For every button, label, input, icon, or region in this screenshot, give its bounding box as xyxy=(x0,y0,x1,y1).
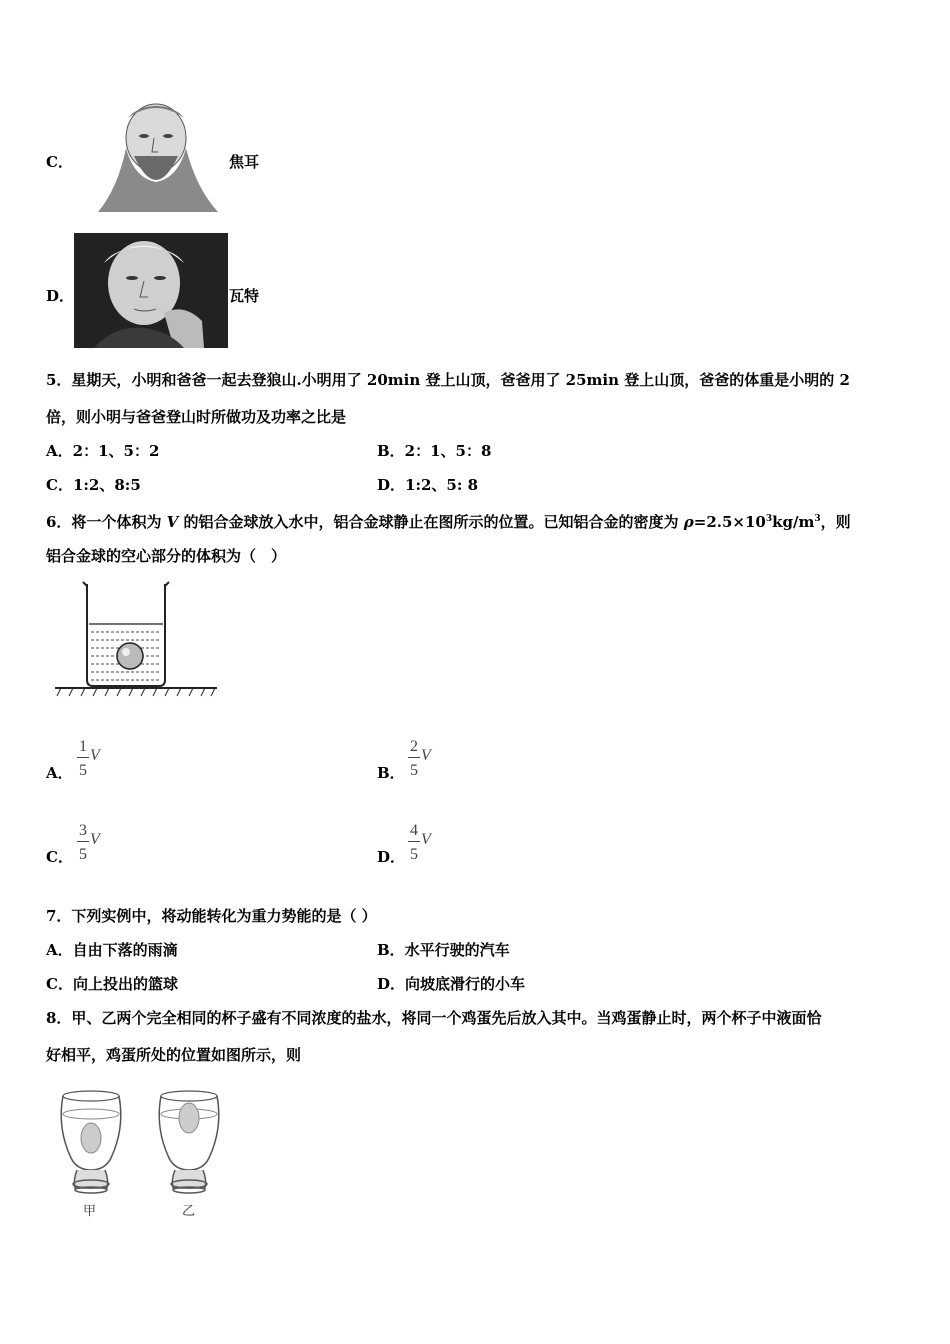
watt-portrait xyxy=(74,233,228,348)
q6-option-d-label: D． xyxy=(377,848,406,866)
q6-option-d-fraction: 4 5 V xyxy=(410,822,431,863)
q5-stem-line2: 倍，则小明与爸爸登山时所做功及功率之比是 xyxy=(46,408,347,426)
option-c-label: C． xyxy=(46,153,73,171)
option-d-label: D． xyxy=(46,287,75,305)
q7-option-d: D．向坡底滑行的小车 xyxy=(377,975,526,993)
q6-stem-line1: 6．将一个体积为 V 的铝合金球放入水中，铝合金球静止在图所示的位置。已知铝合金的密度为 $\rho=2.5\times 10^3kg/m^3$，则 xyxy=(46,513,851,531)
q6-option-a-label: A． xyxy=(46,764,73,782)
cups-figure xyxy=(55,1088,235,1200)
cup-jia-label: 甲 xyxy=(83,1204,97,1219)
option-c-text: 焦耳 xyxy=(229,153,260,171)
q6-option-a-fraction: 1 5 V xyxy=(79,738,100,779)
q6-option-c-label: C． xyxy=(46,848,73,866)
q7-option-c: C．向上投出的篮球 xyxy=(46,975,178,993)
q7-option-a: A．自由下落的雨滴 xyxy=(46,941,178,959)
q5-option-d: D．1:2、5: 8 xyxy=(377,476,479,494)
q5-option-b: B．2：1、5：8 xyxy=(377,442,492,460)
cup-yi-label: 乙 xyxy=(182,1204,196,1219)
q5-option-a: A．2：1、5：2 xyxy=(46,442,160,460)
option-d-text: 瓦特 xyxy=(229,287,260,305)
q6-stem-line2: 铝合金球的空心部分的体积为（ ） xyxy=(46,547,287,565)
q6-option-b-fraction: 2 5 V xyxy=(410,738,431,779)
q6-option-b-label: B． xyxy=(377,764,405,782)
beaker-figure xyxy=(55,580,217,698)
q7-option-b: B．水平行驶的汽车 xyxy=(377,941,510,959)
q8-stem-line1: 8．甲、乙两个完全相同的杯子盛有不同浓度的盐水，将同一个鸡蛋先后放入其中。当鸡蛋静止时，两个杯子中液面恰 xyxy=(46,1009,822,1027)
q7-stem: 7．下列实例中，将动能转化为重力势能的是（ ） xyxy=(46,907,377,925)
q5-option-c: C．1:2、8:5 xyxy=(46,476,141,494)
joule-portrait xyxy=(78,98,228,212)
q6-option-c-fraction: 3 5 V xyxy=(79,822,100,863)
q8-stem-line2: 好相平，鸡蛋所处的位置如图所示，则 xyxy=(46,1046,302,1064)
q5-stem-line1: 5．星期天，小明和爸爸一起去登狼山.小明用了 20min 登上山顶，爸爸用了 25min 登上山顶，爸爸的体重是小明的 2 xyxy=(46,371,850,389)
